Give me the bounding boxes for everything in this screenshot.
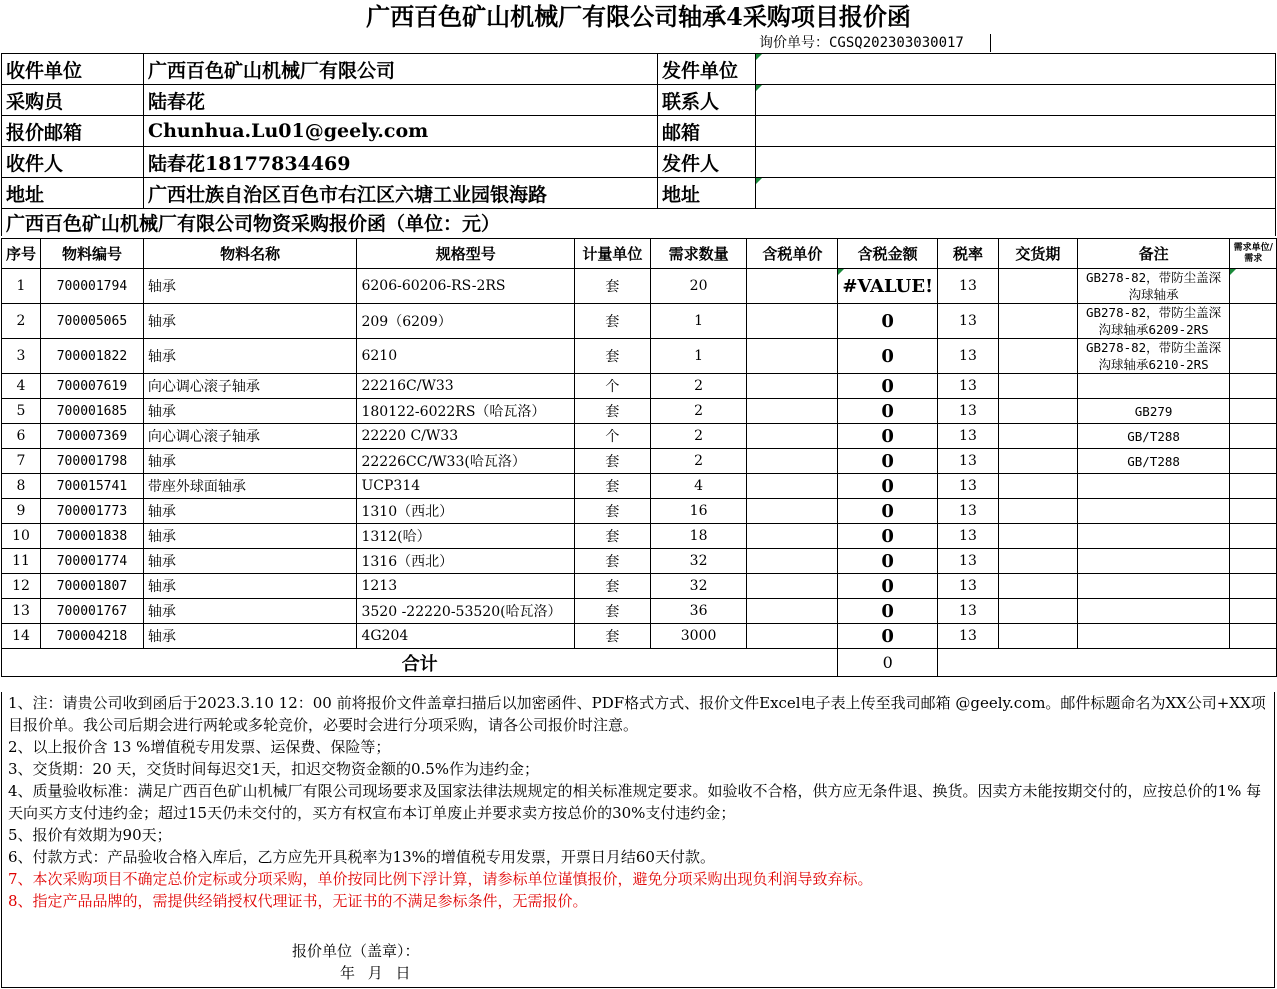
cell-delivery[interactable]	[998, 304, 1077, 339]
cell-no: 5	[2, 399, 41, 424]
contact-label: 联系人	[658, 85, 756, 116]
cell-tax: 13	[937, 549, 998, 574]
address-value[interactable]: 广西壮族自治区百色市右江区六塘工业园银海路	[144, 178, 658, 209]
section-title: 广西百色矿山机械厂有限公司物资采购报价函（单位：元）	[2, 209, 1276, 237]
cell-name: 轴承	[143, 599, 357, 624]
col-header-price: 含税单价	[747, 239, 838, 269]
cell-qty: 20	[650, 269, 747, 304]
cell-amount: 0	[838, 474, 938, 499]
col-header-no: 序号	[2, 239, 41, 269]
cell-name: 向心调心滚子轴承	[143, 374, 357, 399]
cell-req	[1230, 449, 1277, 474]
cell-spec: 1310（西北）	[357, 499, 575, 524]
cell-price[interactable]	[747, 499, 838, 524]
cell-delivery[interactable]	[998, 424, 1077, 449]
cell-tax: 13	[937, 524, 998, 549]
cell-delivery[interactable]	[998, 399, 1077, 424]
cell-price[interactable]	[747, 524, 838, 549]
note-item: 3、交货期：20 天，交货时间每迟交1天，扣迟交物资金额的0.5%作为违约金；	[8, 760, 540, 778]
col-header-code: 物料编号	[41, 239, 144, 269]
buyer-label: 采购员	[2, 85, 144, 116]
cell-spec: 3520 -22220-53520(哈瓦洛）	[357, 599, 575, 624]
total-label: 合计	[2, 649, 838, 677]
cell-req	[1230, 499, 1277, 524]
cell-qty: 4	[650, 474, 747, 499]
cell-price[interactable]	[747, 574, 838, 599]
recipient-label: 收件人	[2, 147, 144, 178]
col-header-unit: 计量单位	[575, 239, 651, 269]
cell-tax: 13	[937, 374, 998, 399]
cell-amount: 0	[838, 549, 938, 574]
table-row	[2, 574, 1277, 599]
cell-qty: 32	[650, 549, 747, 574]
items-body	[2, 269, 1277, 649]
cell-remark	[1077, 624, 1230, 649]
cell-unit: 套	[575, 399, 651, 424]
table-row	[2, 549, 1277, 574]
cell-delivery[interactable]	[998, 524, 1077, 549]
cell-spec: UCP314	[357, 474, 575, 499]
cell-no: 2	[2, 304, 41, 339]
cell-spec: 22216C/W33	[357, 374, 575, 399]
cell-amount: 0	[838, 524, 938, 549]
cell-code: 700001807	[41, 574, 144, 599]
cell-spec: 22220 C/W33	[357, 424, 575, 449]
cell-req	[1230, 624, 1277, 649]
cell-unit: 套	[575, 474, 651, 499]
col-header-remark: 备注	[1077, 239, 1230, 269]
mailbox-label: 邮箱	[658, 116, 756, 147]
cell-tax: 13	[937, 339, 998, 374]
cell-price[interactable]	[747, 424, 838, 449]
cell-tax: 13	[937, 574, 998, 599]
col-header-name: 物料名称	[143, 239, 357, 269]
table-row	[2, 339, 1277, 374]
cell-qty: 32	[650, 574, 747, 599]
cell-delivery[interactable]	[998, 499, 1077, 524]
note-item: 4、质量验收标准：满足广西百色矿山机械厂有限公司现场要求及国家法律法规规定的相关标准规定要求。如验收不合格，供方应无条件退、换货。因卖方未能按期交付的，应按总价的1% 每天向买方支付违约金；超过15天仍未交付的，买方有权宣布本订单废止并要求卖方按总价的30%支付违约金；	[8, 782, 1262, 822]
cell-no: 12	[2, 574, 41, 599]
sender-label: 发件人	[658, 147, 756, 178]
cell-tax: 13	[937, 474, 998, 499]
cell-req	[1230, 374, 1277, 399]
recipient-value[interactable]: 陆春花18177834469	[144, 147, 658, 178]
cell-req	[1230, 339, 1277, 374]
cell-delivery[interactable]	[998, 599, 1077, 624]
cell-price[interactable]	[747, 599, 838, 624]
cell-amount: 0	[838, 374, 938, 399]
cell-amount: 0	[838, 399, 938, 424]
buyer-value[interactable]: 陆春花	[144, 85, 658, 116]
cell-req	[1230, 304, 1277, 339]
cell-unit: 套	[575, 499, 651, 524]
cell-amount: 0	[838, 304, 938, 339]
table-row	[2, 524, 1277, 549]
total-value: 0	[838, 649, 938, 677]
cell-no: 14	[2, 624, 41, 649]
note-item: 5、报价有效期为90天；	[8, 826, 172, 844]
col-header-qty: 需求数量	[650, 239, 747, 269]
cell-tax: 13	[937, 399, 998, 424]
date-label: 年 月 日	[340, 964, 411, 982]
note-item: 7、本次采购项目不确定总价定标或分项采购，单价按同比例下浮计算，请参标单位谨慎报价，避免分项采购出现负利润导致弃标。	[8, 870, 873, 888]
cell-tax: 13	[937, 424, 998, 449]
table-row	[2, 499, 1277, 524]
cell-qty: 2	[650, 424, 747, 449]
cell-qty: 16	[650, 499, 747, 524]
cell-spec: 209（6209）	[357, 304, 575, 339]
cell-amount: 0	[838, 599, 938, 624]
cell-code: 700015741	[41, 474, 144, 499]
cell-price[interactable]	[747, 374, 838, 399]
cell-amount: #VALUE!	[838, 269, 938, 304]
cell-price[interactable]	[747, 269, 838, 304]
cell-qty: 2	[650, 374, 747, 399]
cell-name: 轴承	[143, 499, 357, 524]
cell-unit: 套	[575, 269, 651, 304]
cell-req	[1230, 599, 1277, 624]
cell-remark: GB279	[1077, 399, 1230, 424]
col-header-req: 需求单位/需求	[1230, 239, 1277, 269]
cell-code: 700001838	[41, 524, 144, 549]
cell-qty: 36	[650, 599, 747, 624]
cell-no: 1	[2, 269, 41, 304]
cell-tax: 13	[937, 499, 998, 524]
cell-price[interactable]	[747, 474, 838, 499]
cell-remark	[1077, 549, 1230, 574]
note-item: 8、指定产品品牌的，需提供经销授权代理证书，无证书的不满足参标条件，无需报价。	[8, 892, 588, 910]
cell-remark	[1077, 499, 1230, 524]
cell-remark: GB/T288	[1077, 449, 1230, 474]
email-value[interactable]: Chunhua.Lu01@geely.com	[144, 116, 658, 147]
cell-code: 700001774	[41, 549, 144, 574]
cell-name: 轴承	[143, 574, 357, 599]
cell-price[interactable]	[747, 304, 838, 339]
cell-name: 轴承	[143, 449, 357, 474]
cell-delivery[interactable]	[998, 549, 1077, 574]
cell-code: 700001822	[41, 339, 144, 374]
cell-name: 带座外球面轴承	[143, 474, 357, 499]
receiver-unit-value[interactable]: 广西百色矿山机械厂有限公司	[144, 54, 658, 85]
cell-name: 轴承	[143, 269, 357, 304]
cell-code: 700007369	[41, 424, 144, 449]
cell-remark	[1077, 474, 1230, 499]
cell-price[interactable]	[747, 339, 838, 374]
receiver-unit-label: 收件单位	[2, 54, 144, 85]
cell-name: 轴承	[143, 304, 357, 339]
cell-qty: 2	[650, 449, 747, 474]
cell-qty: 3000	[650, 624, 747, 649]
cell-code: 700001767	[41, 599, 144, 624]
cell-req	[1230, 524, 1277, 549]
cell-spec: 1316（西北）	[357, 549, 575, 574]
cell-remark: GB278-82，带防尘盖深沟球轴承6209-2RS	[1077, 304, 1230, 339]
table-row	[2, 624, 1277, 649]
cell-unit: 套	[575, 574, 651, 599]
cell-no: 10	[2, 524, 41, 549]
cell-spec: 180122-6022RS（哈瓦洛）	[357, 399, 575, 424]
sender-address-value[interactable]	[756, 178, 1276, 209]
cell-unit: 个	[575, 374, 651, 399]
table-row	[2, 374, 1277, 399]
sender-unit-value[interactable]	[756, 54, 1276, 85]
cell-code: 700001773	[41, 499, 144, 524]
cell-spec: 1312(哈）	[357, 524, 575, 549]
cell-no: 11	[2, 549, 41, 574]
inquiry-number: 询价单号：CGSQ202303030017	[759, 35, 964, 51]
cell-spec: 22226CC/W33(哈瓦洛）	[357, 449, 575, 474]
cell-name: 向心调心滚子轴承	[143, 424, 357, 449]
cell-remark: GB278-82，带防尘盖深沟球轴承	[1077, 269, 1230, 304]
cell-unit: 套	[575, 339, 651, 374]
cell-remark: GB278-82，带防尘盖深沟球轴承6210-2RS	[1077, 339, 1230, 374]
cell-remark	[1077, 574, 1230, 599]
cell-spec: 6210	[357, 339, 575, 374]
cell-qty: 18	[650, 524, 747, 549]
cell-name: 轴承	[143, 339, 357, 374]
cell-delivery[interactable]	[998, 574, 1077, 599]
cell-spec: 4G204	[357, 624, 575, 649]
contact-value[interactable]	[756, 85, 1276, 116]
table-row	[2, 399, 1277, 424]
col-header-amount: 含税金额	[838, 239, 938, 269]
cell-qty: 1	[650, 339, 747, 374]
cell-unit: 个	[575, 424, 651, 449]
cell-name: 轴承	[143, 549, 357, 574]
cell-price[interactable]	[747, 399, 838, 424]
mailbox-value[interactable]	[756, 116, 1276, 147]
cell-amount: 0	[838, 339, 938, 374]
cell-code: 700007619	[41, 374, 144, 399]
note-item: 1、注：请贵公司收到函后于2023.3.10 12：00 前将报价文件盖章扫描后以加密函件、PDF格式方式、报价文件Excel电子表上传至我司邮箱 @geely.com。邮件标题命名为XX公司+XX项目报价单。我公司后期会进行两轮或多轮竞价，必要时会进行分项采购，请各公司报价时注意。	[8, 694, 1266, 734]
cell-unit: 套	[575, 304, 651, 339]
cell-tax: 13	[937, 624, 998, 649]
cell-unit: 套	[575, 524, 651, 549]
cell-req	[1230, 269, 1277, 304]
email-label: 报价邮箱	[2, 116, 144, 147]
cell-name: 轴承	[143, 399, 357, 424]
cell-no: 13	[2, 599, 41, 624]
cell-tax: 13	[937, 269, 998, 304]
cell-name: 轴承	[143, 524, 357, 549]
cell-no: 9	[2, 499, 41, 524]
sender-address-label: 地址	[658, 178, 756, 209]
cell-delivery[interactable]	[998, 339, 1077, 374]
cell-delivery[interactable]	[998, 449, 1077, 474]
cell-code: 700005065	[41, 304, 144, 339]
note-item: 2、以上报价含 13 %增值税专用发票、运保费、保险等；	[8, 738, 391, 756]
cell-divider	[990, 34, 991, 52]
cell-unit: 套	[575, 599, 651, 624]
cell-req	[1230, 474, 1277, 499]
note-item: 6、付款方式：产品验收合格入库后，乙方应先开具税率为13%的增值税专用发票，开票日月结60天付款。	[8, 848, 715, 866]
cell-no: 6	[2, 424, 41, 449]
cell-remark: GB/T288	[1077, 424, 1230, 449]
page-title: 广西百色矿山机械厂有限公司轴承4采购项目报价函	[366, 2, 911, 31]
table-row	[2, 304, 1277, 339]
section-title-table	[1, 208, 1276, 236]
cell-unit: 套	[575, 449, 651, 474]
cell-unit: 套	[575, 624, 651, 649]
cell-qty: 2	[650, 399, 747, 424]
cell-price[interactable]	[747, 549, 838, 574]
sign-label: 报价单位（盖章）：	[292, 942, 420, 960]
cell-delivery[interactable]	[998, 269, 1077, 304]
col-header-spec: 规格型号	[357, 239, 575, 269]
cell-tax: 13	[937, 599, 998, 624]
cell-code: 700004218	[41, 624, 144, 649]
col-header-delivery: 交货期	[998, 239, 1077, 269]
sender-value[interactable]	[756, 147, 1276, 178]
cell-delivery[interactable]	[998, 374, 1077, 399]
cell-spec: 1213	[357, 574, 575, 599]
table-row	[2, 424, 1277, 449]
address-label: 地址	[2, 178, 144, 209]
items-table	[1, 238, 1277, 677]
table-row	[2, 599, 1277, 624]
cell-amount: 0	[838, 574, 938, 599]
cell-delivery[interactable]	[998, 624, 1077, 649]
cell-no: 8	[2, 474, 41, 499]
cell-req	[1230, 574, 1277, 599]
cell-amount: 0	[838, 624, 938, 649]
cell-no: 4	[2, 374, 41, 399]
table-row	[2, 474, 1277, 499]
cell-tax: 13	[937, 449, 998, 474]
cell-no: 3	[2, 339, 41, 374]
cell-remark	[1077, 599, 1230, 624]
sender-unit-label: 发件单位	[658, 54, 756, 85]
cell-unit: 套	[575, 549, 651, 574]
notes-box	[1, 692, 1275, 988]
table-row	[2, 449, 1277, 474]
cell-amount: 0	[838, 499, 938, 524]
cell-code: 700001794	[41, 269, 144, 304]
cell-remark	[1077, 524, 1230, 549]
cell-req	[1230, 424, 1277, 449]
col-header-tax: 税率	[937, 239, 998, 269]
header-info-table	[1, 53, 1276, 209]
cell-req	[1230, 549, 1277, 574]
cell-price[interactable]	[747, 449, 838, 474]
total-rest	[937, 649, 1276, 677]
cell-code: 700001685	[41, 399, 144, 424]
table-row	[2, 269, 1277, 304]
cell-remark	[1077, 374, 1230, 399]
cell-req	[1230, 399, 1277, 424]
cell-amount: 0	[838, 424, 938, 449]
cell-amount: 0	[838, 449, 938, 474]
cell-price[interactable]	[747, 624, 838, 649]
cell-spec: 6206-60206-RS-2RS	[357, 269, 575, 304]
cell-qty: 1	[650, 304, 747, 339]
cell-tax: 13	[937, 304, 998, 339]
cell-delivery[interactable]	[998, 474, 1077, 499]
cell-code: 700001798	[41, 449, 144, 474]
cell-no: 7	[2, 449, 41, 474]
cell-name: 轴承	[143, 624, 357, 649]
